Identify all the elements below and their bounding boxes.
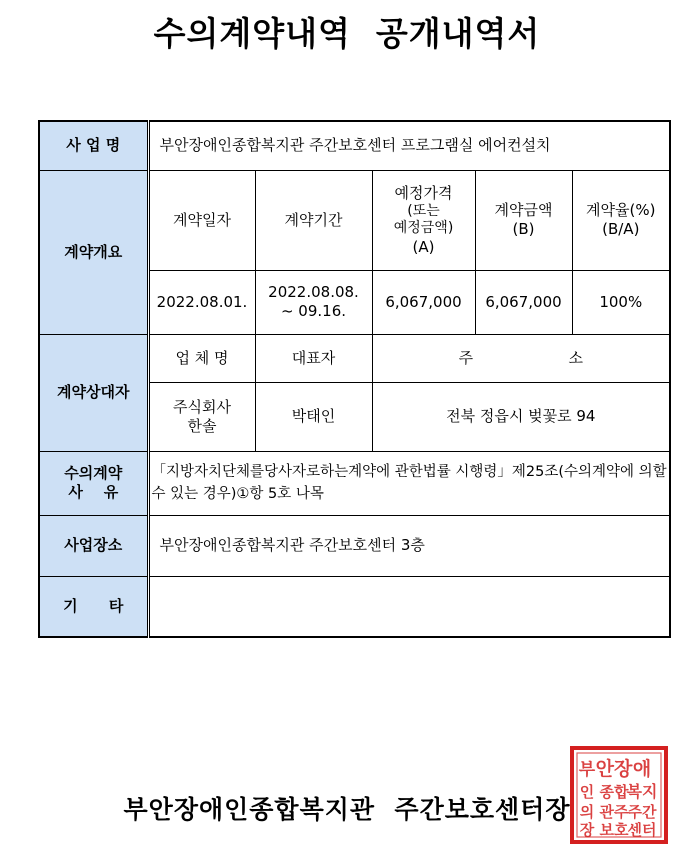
contract-disclosure-table: [38, 120, 671, 638]
address-value: 전북 정읍시 벚꽃로 94: [372, 382, 670, 451]
seal-char: 관주: [599, 803, 629, 821]
company-name-line: 주식회사: [173, 397, 231, 416]
contract-overview-header-row: [39, 170, 670, 270]
seal-char: 부: [578, 760, 596, 780]
seal-char: 종합: [599, 783, 629, 801]
company-name-value: [148, 382, 255, 451]
representative-header: 대표자: [255, 334, 372, 382]
reason-value: 「지방자치단체를당사자로하는계약에 관한법률 시행령」제25조(수의계약에 의할 수 있는 경우)①항 5호 나목: [148, 451, 670, 515]
contract-rate-value: 100%: [572, 270, 670, 334]
counterparty-header-row: [39, 334, 670, 382]
seal-char: 주간: [627, 803, 657, 821]
reason-label-line: 사 유: [68, 483, 119, 501]
reason-row: [39, 451, 670, 515]
contract-rate-header: [572, 170, 670, 270]
seal-char: 장: [579, 821, 595, 839]
company-name-line: 한솔: [187, 416, 217, 435]
contract-period-line: 2022.08.08.: [268, 283, 359, 302]
seal-char: 안장: [595, 758, 633, 780]
contract-period-header: 계약기간: [255, 170, 372, 270]
contract-amount-header: [475, 170, 572, 270]
contract-rate-header-line: 계약율(%): [586, 201, 656, 220]
estimated-price-header-line: 예정금액): [393, 220, 454, 236]
contract-date-header: 계약일자: [148, 170, 255, 270]
contract-amount-value: 6,067,000: [475, 270, 572, 334]
document-title: 수의계약내역 공개내역서: [153, 14, 541, 53]
business-name-row: [39, 121, 670, 170]
seal-char: 보호: [599, 821, 629, 839]
contract-overview-label: 계약개요: [39, 170, 148, 334]
counterparty-label: 계약상대자: [39, 334, 148, 451]
representative-value: 박태인: [255, 382, 372, 451]
business-name-value: 부안장애인종합복지관 주간보호센터 프로그램실 에어컨설치: [148, 121, 670, 170]
reason-label-line: 수의계약: [64, 464, 123, 483]
issuer-name: 부안장애인종합복지관 주간보호센터장: [123, 795, 571, 824]
location-value: 부안장애인종합복지관 주간보호센터 3층: [148, 515, 670, 576]
other-label: 기 타: [39, 576, 148, 637]
estimated-price-header: [372, 170, 475, 270]
contract-date-value: 2022.08.01.: [148, 270, 255, 334]
contract-rate-header-line: (B/A): [602, 220, 640, 238]
estimated-price-header-line: (또는: [407, 202, 440, 219]
other-value: [148, 576, 670, 637]
seal-char: 의: [579, 803, 595, 821]
seal-char: 인: [579, 783, 595, 801]
seal-char: 복지: [626, 782, 658, 801]
address-header: 주 소: [372, 334, 670, 382]
reason-label: [39, 451, 148, 515]
other-row: [39, 576, 670, 637]
business-name-label: 사 업 명: [39, 121, 148, 170]
estimated-price-value: 6,067,000: [372, 270, 475, 334]
seal-char: 애: [632, 758, 652, 780]
estimated-price-header-line: 예정가격: [394, 183, 453, 202]
seal-char: 센터: [627, 821, 657, 839]
official-seal-stamp: [569, 745, 669, 845]
contract-amount-header-line: (B): [512, 220, 535, 238]
location-row: [39, 515, 670, 576]
estimated-price-header-line: (A): [412, 237, 435, 256]
company-name-header: 업 체 명: [148, 334, 255, 382]
contract-amount-header-line: 계약금액: [494, 201, 553, 220]
location-label: 사업장소: [39, 515, 148, 576]
contract-period-line: ~ 09.16.: [280, 302, 347, 320]
contract-period-value: [255, 270, 372, 334]
